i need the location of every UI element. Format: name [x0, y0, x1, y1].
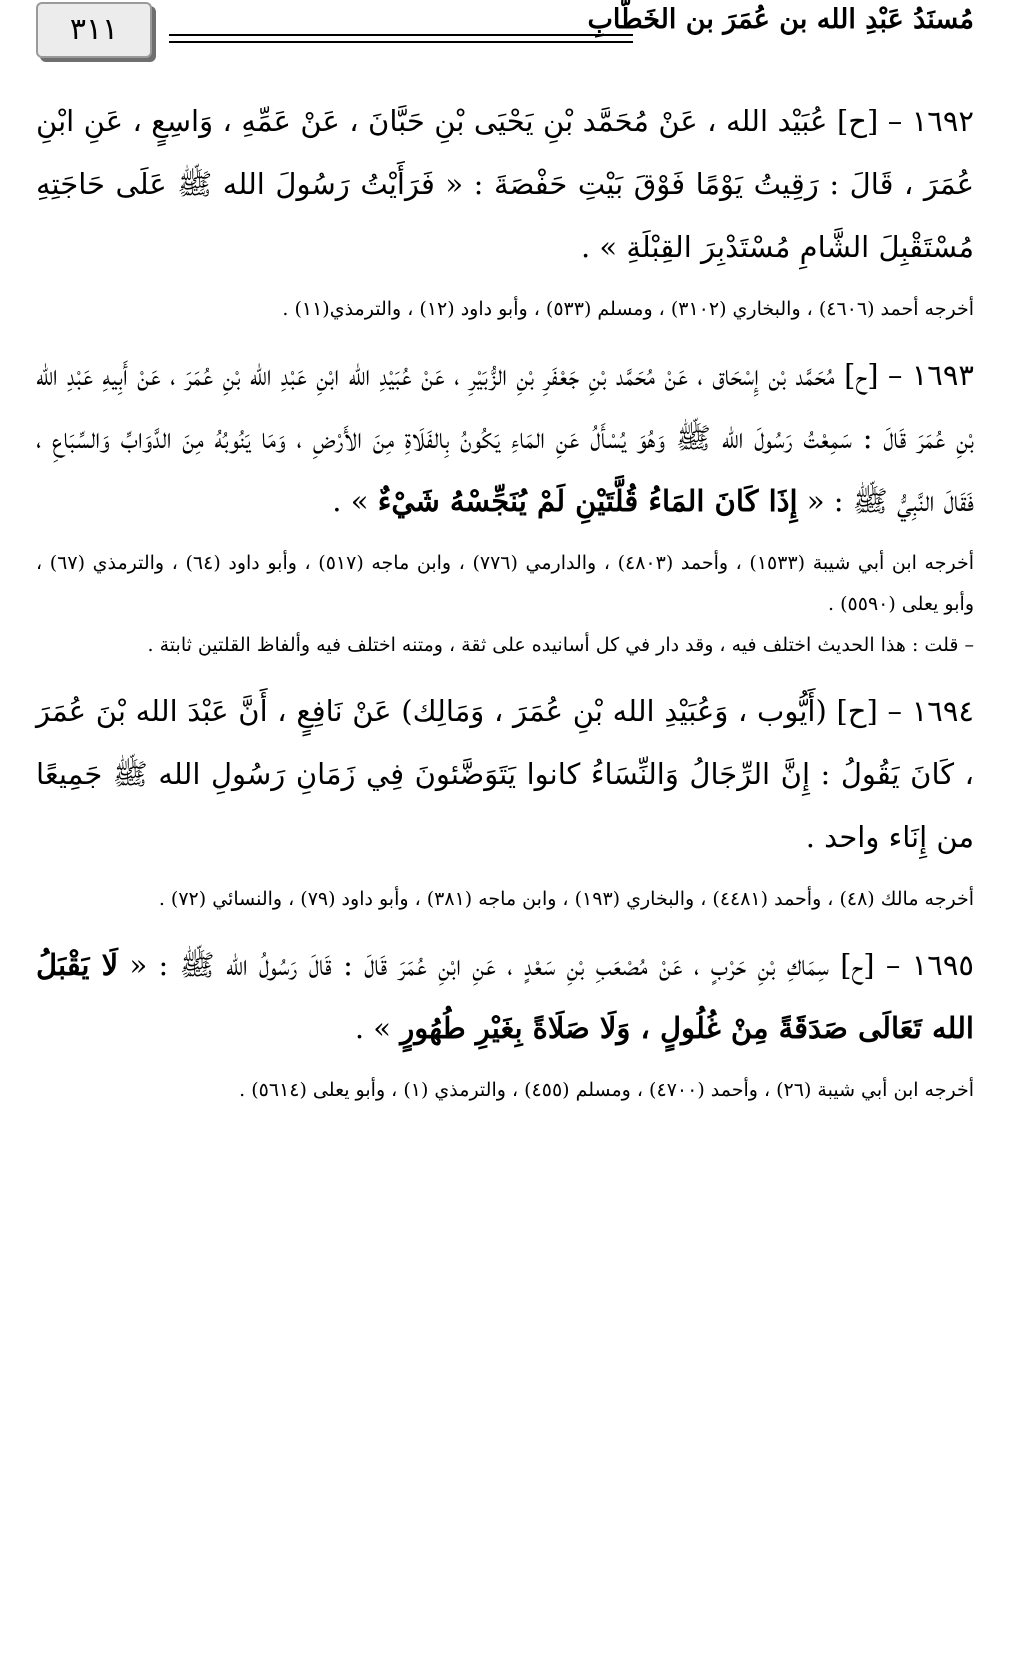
hadith-end: » . [332, 484, 369, 518]
hadith-number: ١٦٩٣ – [ح] [844, 358, 975, 392]
takhrij-note: أخرجه مالك (٤٨) ، وأحمد (٤٤٨١) ، والبخاري (١٩٣) ، وابن ماجه (٣٨١) ، وأبو داود (٧٩) ، والنسائي (٧٢) . [158, 888, 974, 910]
hadith-paragraph [36, 680, 974, 869]
hadith-text: سِمَاكِ بْنِ حَرْبٍ ، عَنْ مُصْعَبِ بْنِ سَعْدٍ ، عَنِ ابْنِ عُمَرَ قَالَ : قَالَ رَسُولُ الله ﷺ : « [129, 948, 829, 982]
header-rule [169, 34, 633, 36]
editor-comment: – قلت : هذا الحديث اختلف فيه ، وقد دار في كل أسانيده على ثقة ، ومتنه اختلف فيه وألفاظ القلتين ثابتة . [147, 634, 974, 656]
takhrij-note: أخرجه ابن أبي شيبة (١٥٣٣) ، وأحمد (٤٨٠٣) ، والدارمي (٧٧٦) ، وابن ماجه (٥١٧) ، وأبو داود (٦٤) ، والترمذي (٦٧) ، وأبو يعلى (٥٥٩٠) . [36, 552, 974, 615]
hadith-text: مُحَمَّد بْن إِسْحَاق ، عَنْ مُحَمَّد بْنِ جَعْفَرِ بْنِ الزُّبَيْرِ ، عَنْ عُبَيْدِ الله ابْنِ عَبْدِ الله بْنِ عُمَرَ ، عَنْ أَبِيهِ عَبْدِ الله بْنِ عُمَرَ قَالَ : سَمِعْتُ رَسُولَ الله ﷺ وَهُوَ يُسْأَلُ عَنِ المَاءِ يَكُونُ بِالفَلَاةِ مِنَ الأَرْضِ ، وَمَا يَنُوبُهُ مِنَ الدَّوَابِّ وَالسِّبَاعِ ، فَقَالَ النَّبِيُّ ﷺ : « [36, 358, 974, 518]
page-header [36, 0, 974, 62]
hadith-paragraph [36, 90, 974, 279]
running-title: مُسنَدُ عَبْدِ الله بن عُمَرَ بن الخَطَّابِ [587, 4, 974, 35]
takhrij-note: أخرجه ابن أبي شيبة (٢٦) ، وأحمد (٤٧٠٠) ، ومسلم (٤٥٥) ، والترمذي (١) ، وأبو يعلى (٥٦١٤) . [239, 1079, 974, 1101]
hadith-paragraph [36, 934, 974, 1060]
takhrij-note: أخرجه أحمد (٤٦٠٦) ، والبخاري (٣١٠٢) ، ومسلم (٥٣٣) ، وأبو داود (١٢) ، والترمذي(١١) . [282, 298, 974, 320]
page-number: ٣١١ [36, 2, 152, 58]
hadith-paragraph [36, 344, 974, 533]
hadith-matn: إِذَا كَانَ المَاءُ قُلَّتَيْنِ لَمْ يُنَجِّسْهُ شَيْءٌ [377, 484, 798, 518]
header-rule [169, 41, 633, 43]
hadith-text: عُبَيْد الله ، عَنْ مُحَمَّد بْنِ يَحْيَى بْنِ حَبَّانَ ، عَنْ عَمِّهِ ، وَاسِعٍ ، عَنِ ابْنِ عُمَرَ ، قَالَ : رَقِيتُ يَوْمًا فَوْقَ بَيْتِ حَفْصَةَ : « فَرَأَيْتُ رَسُولَ الله ﷺ عَلَى حَاجَتِهِ مُسْتَقْبِلَ الشَّامِ مُسْتَدْبِرَ القِبْلَةِ » . [36, 104, 974, 264]
page-content [36, 90, 974, 1111]
hadith-number: ١٦٩٥ – [ح] [840, 948, 975, 982]
hadith-text: (أَيُّوب ، وَعُبَيْدِ الله بْنِ عُمَرَ ، وَمَالِك) عَنْ نَافِعٍ ، أَنَّ عَبْدَ الله بْنَ عُمَرَ ، كَانَ يَقُولُ : إِنَّ الرِّجَالُ وَالنِّسَاءُ كانوا يَتَوَضَّئونَ فِي زَمَانِ رَسُولِ الله ﷺ جَمِيعًا من إِنَاء واحد . [36, 694, 974, 854]
hadith-number: ١٦٩٤ – [ح] [836, 694, 974, 728]
hadith-matn: لَا يَقْبَلُ الله تَعَالَى صَدَقَةً مِنْ غُلُولٍ ، وَلَا صَلَاةً بِغَيْرِ طُهُورٍ [36, 948, 974, 1045]
hadith-end: » . [354, 1011, 391, 1045]
hadith-number: ١٦٩٢ – [ح] [836, 104, 974, 138]
